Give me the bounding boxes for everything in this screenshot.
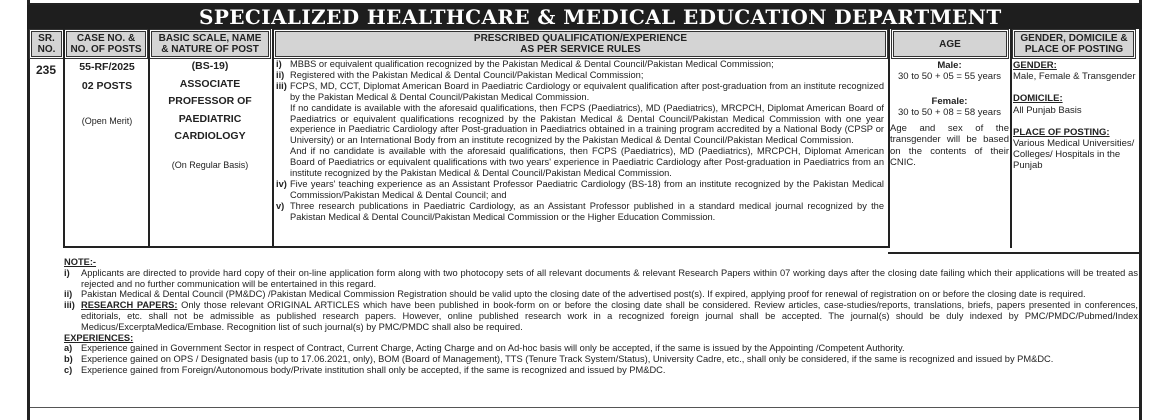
post-name-line: PROFESSOR OF [168, 95, 252, 107]
item-text: Pakistan Medical & Dental Council (PM&DC) /Pakistan Medical Commission Registration should be valid upto the closing date of the advertised post(s). If expired, applying proof for renewal of registration on or before the closing date is required. [81, 289, 1086, 300]
department-title: SPECIALIZED HEALTHCARE & MEDICAL EDUCATION DEPARTMENT [27, 5, 1142, 29]
header-case-line1: CASE NO. & [76, 33, 136, 44]
note-item-research [64, 300, 1138, 332]
post-name-line: PAEDIATRIC [178, 112, 242, 125]
divider [63, 29, 65, 248]
item-number: ii) [276, 69, 285, 80]
header-qual-line2: AS PER SERVICE RULES [520, 44, 641, 55]
divider [1010, 29, 1012, 248]
male-age-label: Male: [937, 60, 962, 71]
notes-section [64, 257, 1138, 376]
header-gender [1014, 31, 1134, 57]
experience-item [64, 365, 1138, 376]
qualification-cell [276, 59, 884, 223]
header-qualification [275, 31, 886, 57]
posts-count: 02 POSTS [81, 80, 133, 92]
item-number: i) [276, 59, 282, 69]
qualification-item [276, 179, 884, 201]
header-age [893, 31, 1007, 57]
item-number: iii) [64, 300, 75, 311]
posting-value: Various Medical Universities/ Colleges/ Hospitals in the Punjab [1013, 138, 1135, 172]
qualification-item [276, 81, 884, 103]
header-case-line2: NO. OF POSTS [70, 44, 142, 55]
header-scale [151, 31, 269, 57]
domicile-value: All Punjab Basis [1013, 104, 1082, 116]
item-number: iv) [276, 178, 287, 189]
gender-label: GENDER: [1013, 60, 1057, 71]
post-name-line: CARDIOLOGY [174, 130, 246, 142]
case-number: 55-RF/2025 [79, 61, 135, 73]
header-sr-line1: SR. [38, 33, 55, 44]
header-gender-line1: GENDER, DOMICILE & [1020, 33, 1128, 44]
item-number: a) [64, 343, 73, 354]
item-number: iii) [276, 80, 287, 91]
item-number: ii) [64, 289, 73, 300]
item-number: v) [276, 200, 285, 211]
post-basis: (On Regular Basis) [171, 159, 249, 170]
header-qual-line1: PRESCRIBED QUALIFICATION/EXPERIENCE [473, 33, 688, 44]
transgender-age-note: Age and sex of the transgender will be based on the contents of their CNIC. [890, 123, 1009, 168]
item-text: Registered with the Pakistan Medical & Dental Council/Pakistan Medical Commission; [290, 69, 644, 80]
header-sr-line2: NO. [37, 44, 56, 55]
divider [272, 29, 274, 248]
item-text: Experience gained from Foreign/Autonomous body/Private institution shall only be accepted, if the same is recognized and issued by PM&DC. [81, 364, 666, 375]
header-age-label: AGE [939, 38, 961, 50]
alternate-qualification-2: And if no candidate is available with the aforesaid qualifications, then FCPS (Paediatrics), MD (Paediatrics), MRCPCH, Diplomat American Board of Paediatrics or equivalent qualifications with two years' experience in Paediatric Cardiology after Post-graduation in Paediatrics from an institute recognized by the Pakistan Medical & Dental Council/Pakistan Medical Commission. [290, 146, 884, 179]
item-text: Five years' teaching experience as an Assistant Professor Paediatric Cardiology (BS-18) from an institute recognized by the Pakistan Medical Commission/Pakistan Medical & Dental Council; and [290, 178, 884, 200]
research-papers-label: RESEARCH PAPERS: [81, 300, 178, 311]
qualification-item [276, 70, 884, 81]
post-name-line: ASSOCIATE [179, 77, 241, 90]
item-text: Applicants are directed to provide hard copy of their on-line application form along with two photocopy sets of all relevant documents & relevant Research Papers within 07 working days after the closing date failing which their applications will be treated as rejected and no further communication will be entertained in this regard. [81, 267, 1138, 289]
header-sr-no [31, 31, 62, 57]
experiences-heading: EXPERIENCES: [64, 332, 134, 343]
divider [30, 407, 1139, 408]
qualification-item [276, 59, 884, 70]
male-age-value: 30 to 50 + 05 = 55 years [898, 71, 1001, 82]
case-cell [67, 61, 147, 126]
divider [888, 252, 1139, 254]
qualification-item [276, 201, 884, 223]
header-scale-line2: & NATURE OF POST [161, 44, 259, 55]
experience-item [64, 343, 1138, 354]
item-text: Experience gained in Government Sector in respect of Contract, Current Charge, Acting Charge and on Ad-hoc basis will only be accepted, if the same is issued by the Appointing /Competent Authority. [81, 343, 905, 354]
note-item [64, 289, 1138, 300]
posting-label: PLACE OF POSTING: [1013, 126, 1110, 138]
item-text: MBBS or equivalent qualification recognized by the Pakistan Medical & Dental Council/Pakistan Medical Commission; [290, 59, 774, 69]
female-age-value: 30 to 50 + 08 = 58 years [898, 107, 1001, 118]
item-text [81, 300, 1138, 332]
female-age-label: Female: [931, 96, 968, 107]
gender-domicile-cell [1013, 60, 1138, 172]
item-number: c) [64, 364, 73, 375]
quota: (Open Merit) [81, 116, 133, 126]
research-papers-text: Only those relevant ORIGINAL ARTICLES which have been published in book-form on or before the closing date shall be considered. Review articles, case-studies/reports, translations, briefs, papers presented in conferences, editorials, etc. shall not be admissible as published research papers. However, online published research work in a recognized foreign journal shall be accepted. The journal(s) should be duly indexed by PMC/PMDC/Pubmed/Index Medicus/ExcerptaMedica/Embase. Recognition list of such journal(s) by PMC/PMDC shall also be required. [81, 300, 1138, 332]
scale-cell [150, 58, 270, 170]
item-text: Three research publications in Paediatric Cardiology, as an Assistant Professor published in a standard medical journal recognized by the Pakistan Medical & Dental Council/Pakistan Medical Commission or the Higher Education Commission. [290, 200, 884, 222]
header-gender-line2: PLACE OF POSTING [1024, 44, 1124, 55]
sr-number: 235 [35, 63, 57, 77]
item-number: i) [64, 267, 70, 278]
item-number: b) [64, 354, 73, 365]
item-text: Experience gained on OPS / Designated basis (up to 17.06.2021, only), BOM (Board of Management), TTS (Tenure Track System/Status), University Cadre, etc., shall only be considered, if the same is recognized and issued by PM&DC. [81, 354, 1054, 365]
gender-value: Male, Female & Transgender [1013, 71, 1136, 83]
header-scale-line1: BASIC SCALE, NAME [158, 33, 262, 44]
item-text: FCPS, MD, CCT, Diplomat American Board in Paediatric Cardiology or equivalent qualification after post-graduation from an institute recognized by the Pakistan Medical & Dental Council/Pakistan Medical Commission. [290, 80, 884, 102]
age-cell [890, 60, 1009, 168]
alternate-qualification-1: If no candidate is available with the aforesaid qualifications, then FCPS (Paediatrics), MD (Paediatrics), MRCPCH, Diplomat American Board of Paediatrics or equivalent qualifications recognized by the Pakistan Medical & Dental Council/Pakistan Medical Commission with one year experience in Paediatric Cardiology after Post-graduation in Paediatrics obtained in a training program accredited by a National Body (CPSP or University) or an International Body from an institute recognized by the Pakistan Medical & Dental Council/Pakistan Medical Commission. [290, 102, 884, 146]
notes-heading: NOTE:- [64, 257, 97, 267]
domicile-label: DOMICILE: [1013, 93, 1063, 105]
header-case-no [66, 31, 146, 57]
experience-item [64, 354, 1138, 365]
note-item [64, 268, 1138, 290]
divider [63, 246, 888, 248]
basic-scale: (BS-19) [191, 60, 229, 72]
